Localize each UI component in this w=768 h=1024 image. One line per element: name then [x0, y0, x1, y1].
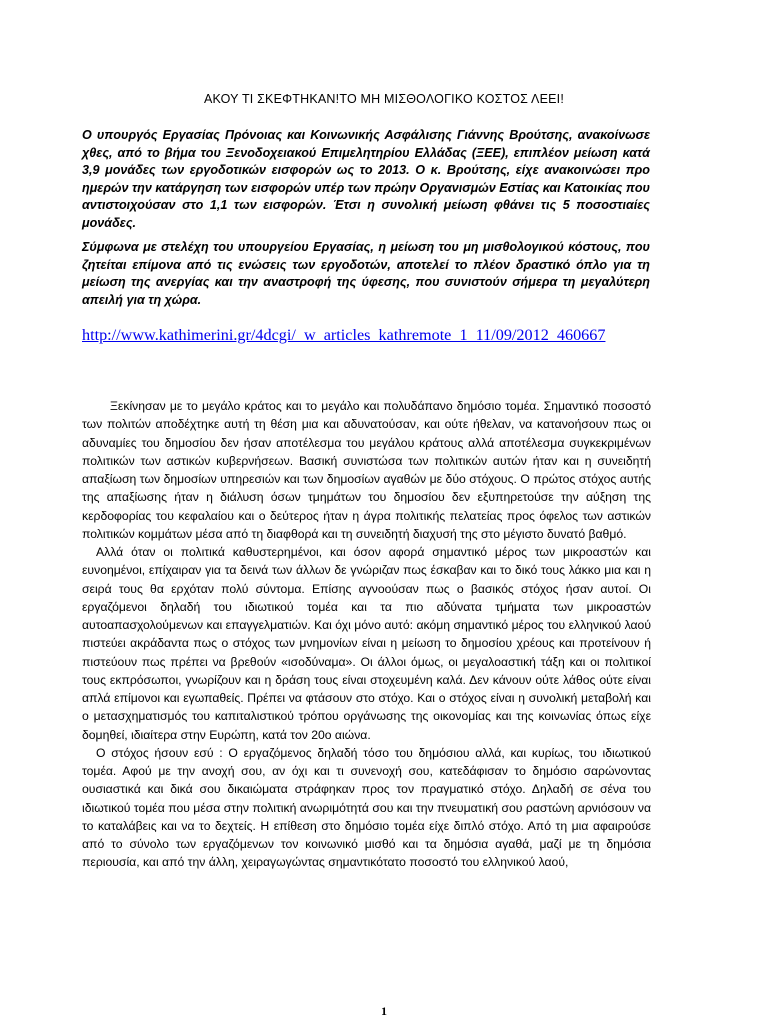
- document-title: ΑΚΟΥ ΤΙ ΣΚΕΦΤΗΚΑΝ!ΤΟ ΜΗ ΜΙΣΘΟΛΟΓΙΚΟ ΚΟΣΤΟΣ ΛΕΕΙ!: [203, 92, 565, 106]
- source-link[interactable]: http://www.kathimerini.gr/4dcgi/_w_articles_kathremote_1_11/09/2012_460667: [82, 326, 606, 344]
- body-paragraph-2: Αλλά όταν οι πολιτικά καθυστερημένοι, και όσον αφορά σημαντικό μέρος των μικροαστών και ευνοημένοι, επίχαιραν για τα δεινά των άλλων δε γνώριζαν πως έσκαβαν και το δικό τους λάκκο μια και η σειρά τους θα ερχόταν πολύ σύντομα. Επίσης αγνοούσαν πως ο βασικός στόχος ήσαν αυτοί. Οι εργαζόμενοι δηλαδή του ιδιωτικού τομέα και τα πιο αδύνατα τμήματα των μικροαστών αυτοαπασχολούμενων και επαγγελματιών. Και όχι μόνο αυτό: ακόμη σημαντικό μέρος του ελληνικού λαού πιστεύει ακράδαντα πως ο στόχος των μνημονίων είναι η μείωση το δημοσίου χρέους και προτείνουν ή πιστεύουν πως πρέπει να βρεθούν «ισοδύναμα». Οι άλλοι όμως, οι μεγαλοαστική τάξη και οι πολιτικοί τους εκπρόσωποι, γνωρίζουν και η δράση τους είναι στοχευμένη καλά. Δεν κάνουν ούτε λάθος ούτε είναι απλά επίμονοι και εγωπαθείς. Πρέπει να φτάσουν στο στόχο. Και ο στόχος είναι η συνολική μεταβολή και ο μετασχηματισμός του καπιταλιστικού τρόπου οργάνωσης της οικονομίας και της κοινωνίας όπως είχε δομηθεί, ιδιαίτερα στην Ευρώπη, κατά τον 20ο αιώνα.: [82, 545, 651, 742]
- lead-paragraph-2: Σύμφωνα με στελέχη του υπουργείου Εργασίας, η μείωση του μη μισθολογικού κόστους, που ζητείται επίμονα από τις ενώσεις των εργοδοτών, αποτελεί το πλέον δραστικό όπλο για τη μείωση της ανεργίας και την αναστροφή της ύφεσης, που συνιστούν σήμερα τη μεγαλύτερη απειλή για τη χώρα.: [82, 240, 650, 307]
- page-number: 1: [381, 1004, 387, 1018]
- body-paragraph-3: Ο στόχος ήσουν εσύ : Ο εργαζόμενος δηλαδή τόσο του δημόσιου αλλά, και κυρίως, του ιδιωτικού τομέα. Αφού με την ανοχή σου, αν όχι και τι συνενοχή σου, κατεδάφισαν το δημόσιο σαρώνοντας ουσιαστικά και δικά σου δικαιώματα στράφηκαν προς τον πραγματικό στόχο. Δηλαδή σε σένα του ιδιωτικού τομέα που μέσα στην πολιτική ανωριμότητά σου και την πνευματική σου ραστώνη αρνιόσουν να το καταλάβεις και να το δεχτείς. Η επίθεση στο δημόσιο τομέα είχε διπλό στόχο. Από τη μια αφαιρούσε από το σύνολο των εργαζόμενων τον κοινωνικό μισθό και τα δημόσια αγαθά, μαζί με τη δημόσια περιουσία, και από την άλλη, χειραγωγώντας σημαντικότατο ποσοστό του ελληνικού λαού,: [82, 745, 651, 870]
- article-body: [82, 397, 651, 872]
- lead-paragraph-1: Ο υπουργός Εργασίας Πρόνοιας και Κοινωνικής Ασφάλισης Γιάννης Βρούτσης, ανακοίνωσε χθες, από το βήμα του Ξενοδοχειακού Επιμελητηρίου Ελλάδας (ΞΕΕ), επιπλέον μείωση κατά 3,9 μονάδες των εργοδοτικών εισφορών ως το 2013. Ο κ. Βρούτσης, είχε ανακοινώσει προ ημερών την κατάργηση των εισφορών υπέρ των πρώην Οργανισμών Εστίας και Κατοικίας που αντιστοιχούσαν στο 1,1 των εισφορών. Έτσι η συνολική μείωση φθάνει τις 5 ποσοστιαίες μονάδες.: [82, 128, 650, 230]
- body-paragraph-1: Ξεκίνησαν με το μεγάλο κράτος και το μεγάλο και πολυδάπανο δημόσιο τομέα. Σημαντικό ποσοστό των πολιτών αποδέχτηκε αυτή τη θέση μια και αδυνατούσαν, και ούτε ήθελαν, να κατανοήσουν πως οι αδυναμίες του δημοσίου δεν ήσαν αποτέλεσμα του μεγάλου κράτους αλλά αποτέλεσμα συγκεκριμένων πολιτικών των αστικών κυβερνήσεων. Βασική συνιστώσα των πολιτικών αυτών ήταν και η συνειδητή απαξίωση των δημοσίων υπηρεσιών και των δημοσίων αγαθών με δύο στόχους. Ο πρώτος στόχος αυτής της απαξίωσης ήταν η διάλυση όσων τμημάτων του δημοσίου δεν εξυπηρετούσε την αύξηση της κερδοφορίας του κεφαλαίου και ο δεύτερος ήταν η άγρα πολιτικής πελατείας προς όφελος των αστικών πολιτικών κομμάτων μέσα από τη διαφθορά και τη συνειδητή διαχυσή της στο μέγιστο δυνατό βαθμό.: [82, 399, 651, 541]
